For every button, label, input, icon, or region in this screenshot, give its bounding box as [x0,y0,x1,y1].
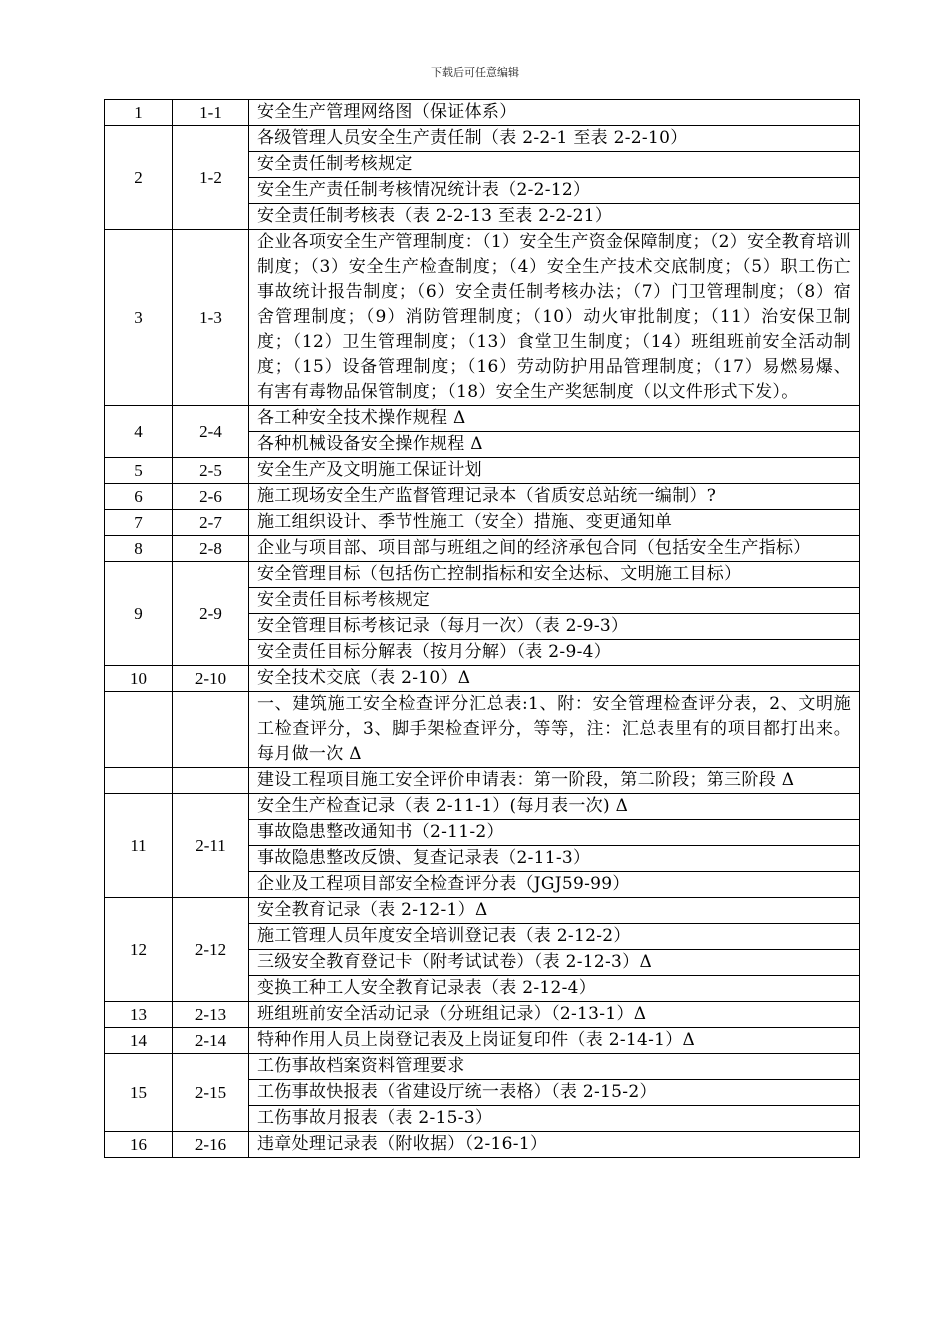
section-code: 2-9 [173,562,249,666]
section-code: 2-16 [173,1132,249,1158]
section-code: 1-3 [173,230,249,406]
item-text: 工伤事故快报表（省建设厅统一表格）（表 2-15-2） [249,1080,860,1106]
item-text: 安全生产及文明施工保证计划 [249,458,860,484]
section-code: 2-15 [173,1054,249,1132]
section-code: 2-14 [173,1028,249,1054]
item-text: 各种机械设备安全操作规程 Δ [249,432,860,458]
row-number: 5 [105,458,173,484]
table-row [105,562,860,588]
section-code: 1-2 [173,126,249,230]
item-text: 工伤事故档案资料管理要求 [249,1054,860,1080]
row-number: 2 [105,126,173,230]
table-row [105,692,860,768]
row-number: 4 [105,406,173,458]
row-number: 9 [105,562,173,666]
row-number [105,692,173,768]
item-text: 工伤事故月报表（表 2-15-3） [249,1106,860,1132]
table-row [105,1028,860,1054]
document-table [104,99,860,1158]
row-number: 12 [105,898,173,1002]
item-text: 三级安全教育登记卡（附考试试卷）（表 2-12-3）Δ [249,950,860,976]
section-code: 2-8 [173,536,249,562]
row-number: 6 [105,484,173,510]
item-text: 安全管理目标（包括伤亡控制指标和安全达标、文明施工目标） [249,562,860,588]
item-text: 安全生产管理网络图（保证体系） [249,100,860,126]
item-text: 事故隐患整改反馈、复查记录表（2-11-3） [249,846,860,872]
table-row [105,1054,860,1080]
row-number: 3 [105,230,173,406]
table-row [105,536,860,562]
item-text: 安全生产责任制考核情况统计表（2-2-12） [249,178,860,204]
section-code: 1-1 [173,100,249,126]
item-text: 安全责任制考核规定 [249,152,860,178]
row-number: 14 [105,1028,173,1054]
section-code: 2-12 [173,898,249,1002]
section-code [173,692,249,768]
item-text: 安全技术交底（表 2-10）Δ [249,666,860,692]
row-number: 7 [105,510,173,536]
row-number [105,768,173,794]
table-row [105,898,860,924]
item-text: 变换工种工人安全教育记录表（表 2-12-4） [249,976,860,1002]
item-text: 安全责任目标分解表（按月分解）（表 2-9-4） [249,640,860,666]
table-row [105,458,860,484]
item-text: 企业及工程项目部安全检查评分表（JGJ59-99） [249,872,860,898]
table-row [105,126,860,152]
table-row [105,406,860,432]
table-row [105,794,860,820]
table-row [105,230,860,406]
section-code: 2-10 [173,666,249,692]
row-number: 13 [105,1002,173,1028]
row-number: 11 [105,794,173,898]
item-text: 班组班前安全活动记录（分班组记录）（2-13-1）Δ [249,1002,860,1028]
item-text: 安全生产检查记录（表 2-11-1）(每月表一次) Δ [249,794,860,820]
row-number: 16 [105,1132,173,1158]
table-row [105,1002,860,1028]
table-row [105,484,860,510]
item-text: 安全责任制考核表（表 2-2-13 至表 2-2-21） [249,204,860,230]
item-text: 安全责任目标考核规定 [249,588,860,614]
item-text: 特种作用人员上岗登记表及上岗证复印件（表 2-14-1）Δ [249,1028,860,1054]
table-body [105,100,860,1158]
item-text: 违章处理记录表（附收据）（2-16-1） [249,1132,860,1158]
item-text: 各工种安全技术操作规程 Δ [249,406,860,432]
item-text: 企业各项安全生产管理制度：（1）安全生产资金保障制度；（2）安全教育培训制度；（3）安全生产检查制度；（4）安全生产技术交底制度；（5）职工伤亡事故统计报告制度；（6）安全责任制考核办法；（7）门卫管理制度；（8）宿舍管理制度；（9）消防管理制度；（10）动火审批制度；（11）治安保卫制度；（12）卫生管理制度；（13）食堂卫生制度；（14）班组班前安全活动制度；（15）设备管理制度；（16）劳动防护用品管理制度；（17）易燃易爆、有害有毒物品保管制度；（18）安全生产奖惩制度（以文件形式下发）。 [249,230,860,406]
table-row [105,510,860,536]
page-header: 下载后可任意编辑 [431,66,519,79]
row-number: 15 [105,1054,173,1132]
section-code: 2-7 [173,510,249,536]
item-text: 施工管理人员年度安全培训登记表（表 2-12-2） [249,924,860,950]
table-row [105,1132,860,1158]
section-code [173,768,249,794]
item-text: 各级管理人员安全生产责任制（表 2-2-1 至表 2-2-10） [249,126,860,152]
item-text: 一、建筑施工安全检查评分汇总表:1、附：安全管理检查评分表，2、文明施工检查评分，3、脚手架检查评分，等等，注：汇总表里有的项目都打出来。每月做一次 Δ [249,692,860,768]
row-number: 1 [105,100,173,126]
table-row [105,100,860,126]
section-code: 2-6 [173,484,249,510]
section-code: 2-4 [173,406,249,458]
section-code: 2-5 [173,458,249,484]
row-number: 10 [105,666,173,692]
item-text: 安全教育记录（表 2-12-1）Δ [249,898,860,924]
item-text: 事故隐患整改通知书（2-11-2） [249,820,860,846]
item-text: 施工组织设计、季节性施工（安全）措施、变更通知单 [249,510,860,536]
section-code: 2-13 [173,1002,249,1028]
table-row [105,666,860,692]
item-text: 建设工程项目施工安全评价申请表：第一阶段，第二阶段；第三阶段 Δ [249,768,860,794]
item-text: 企业与项目部、项目部与班组之间的经济承包合同（包括安全生产指标） [249,536,860,562]
item-text: 安全管理目标考核记录（每月一次）（表 2-9-3） [249,614,860,640]
row-number: 8 [105,536,173,562]
table-row [105,768,860,794]
item-text: 施工现场安全生产监督管理记录本（省质安总站统一编制）? [249,484,860,510]
section-code: 2-11 [173,794,249,898]
